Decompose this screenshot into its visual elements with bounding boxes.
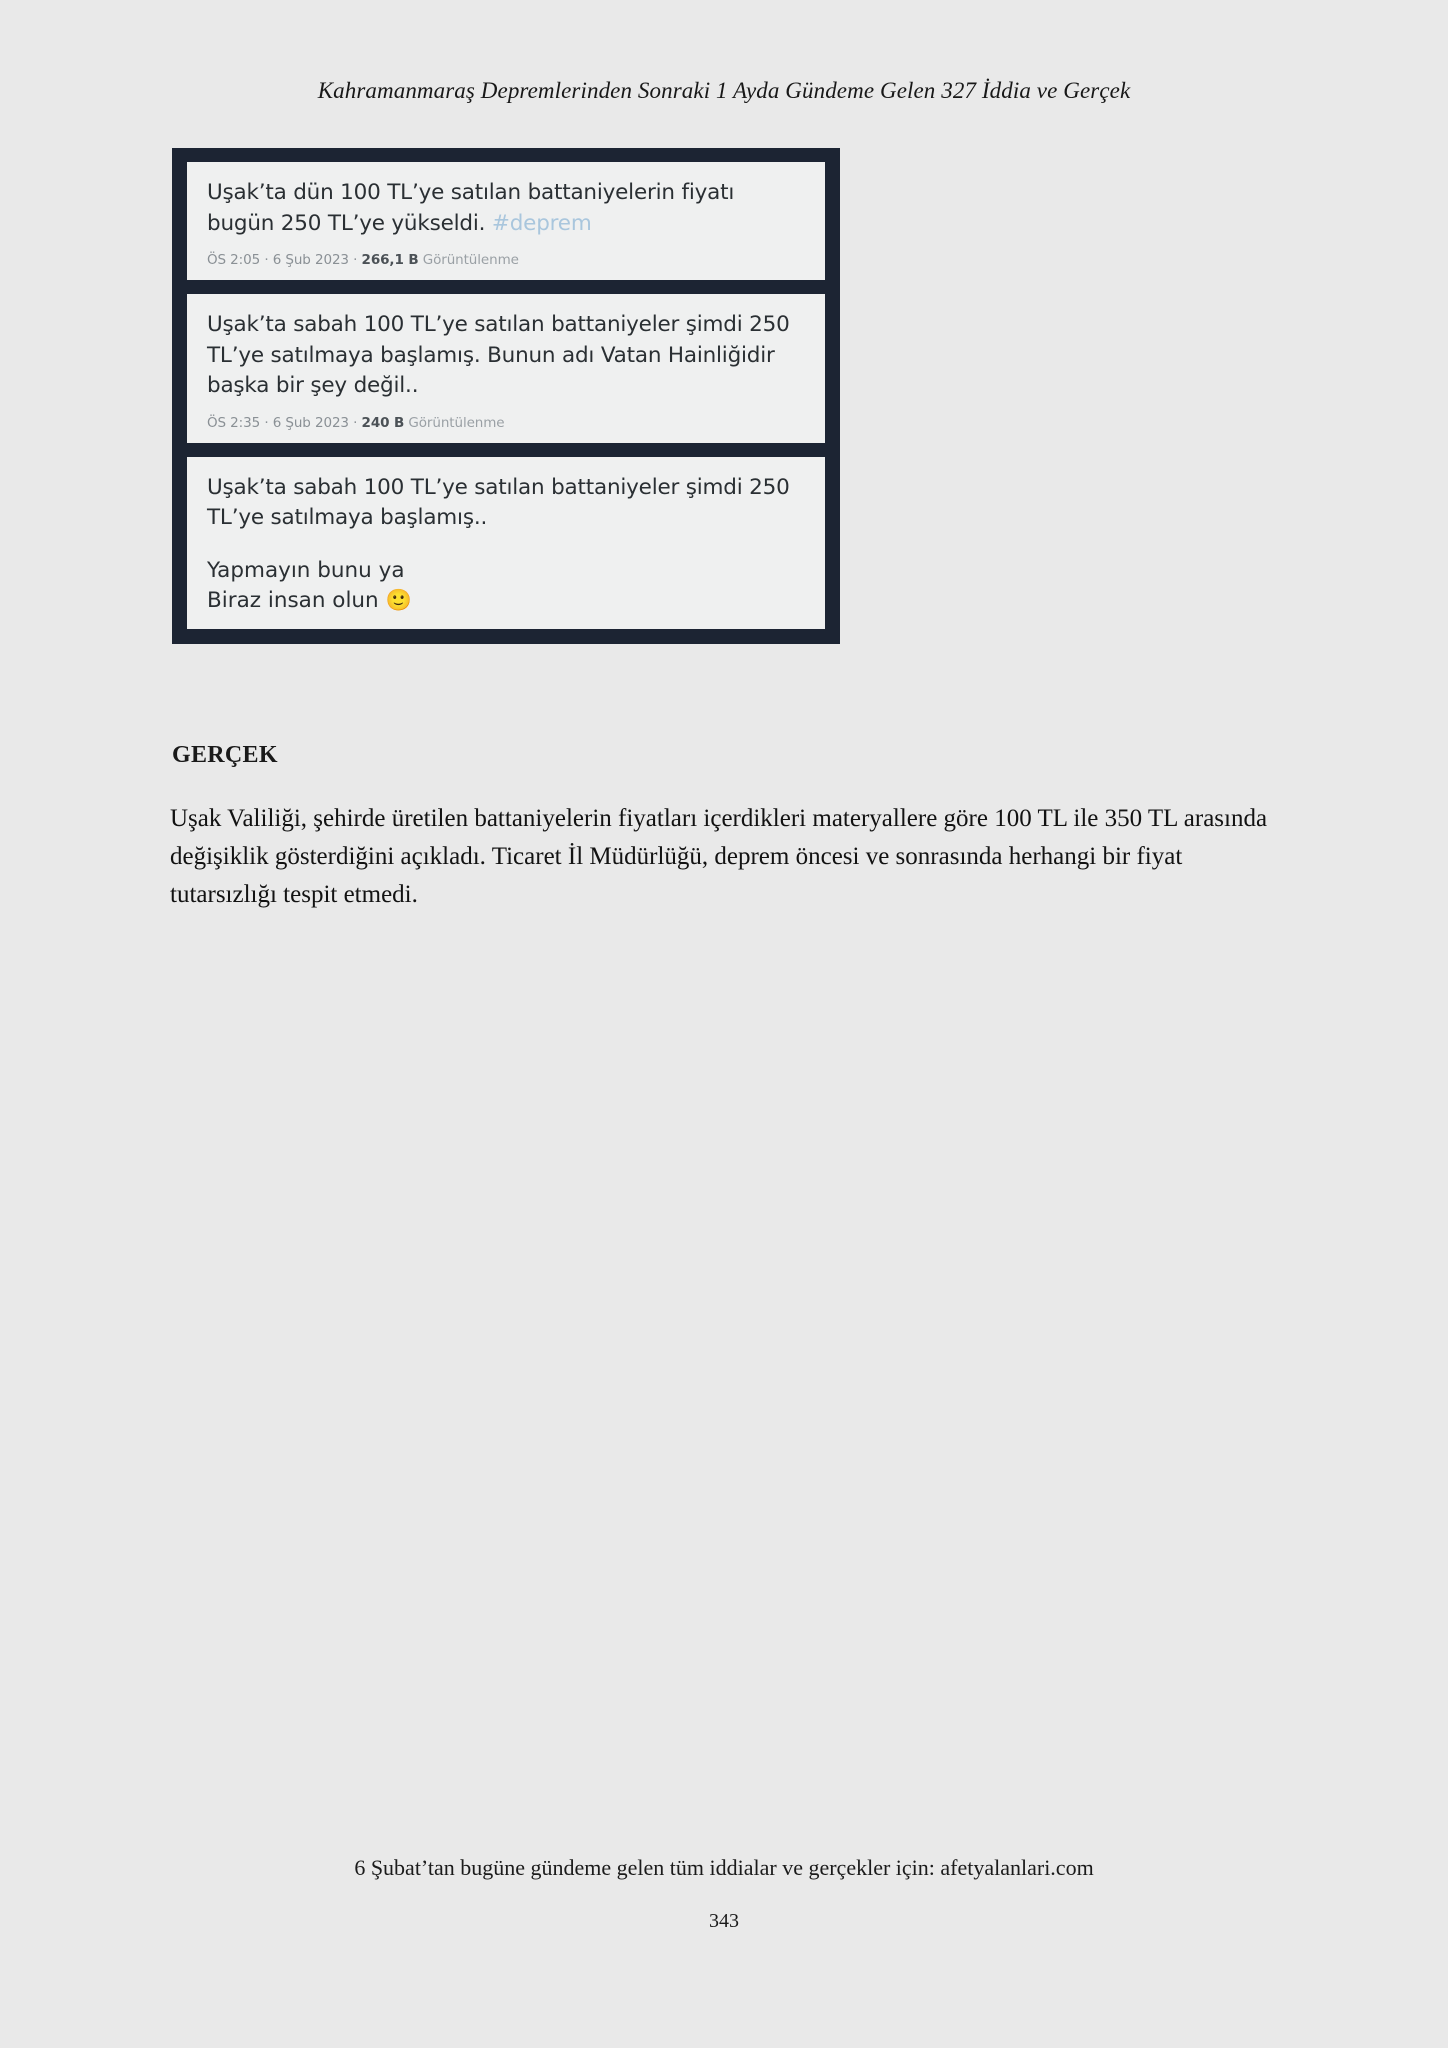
tweet-text-3 [207,473,805,534]
tweet-hashtag-1: #deprem [491,210,592,236]
meta-separator: · [353,252,362,269]
meta-separator: · [264,414,273,431]
tweet-text-3-second-block [207,556,805,617]
tweet-card-3 [187,457,825,629]
tweet-body-3: Uşak’ta sabah 100 TL’ye satılan battaniyeler şimdi 250 TL’ye satılmaya başlamış.. [207,474,790,531]
tweet-date-2: 6 Şub 2023 [272,414,349,431]
footer-note: 6 Şubat’tan bugüne gündeme gelen tüm iddialar ve gerçekler için: afetyalanlari.com [354,1855,1094,1880]
running-head: Kahramanmaraş Depremlerinden Sonraki 1 Ayda Gündeme Gelen 327 İddia ve Gerçek [317,78,1131,103]
section-label-gercek: GERÇEK [172,742,278,768]
tweet-date-1: 6 Şub 2023 [272,252,349,269]
tweet-views-count-2: 240 B [361,414,405,431]
tweet-body-1: Uşak’ta dün 100 TL’ye satılan battaniyelerin fiyatı bugün 250 TL’ye yükseldi. [207,180,735,236]
tweet-card-1 [187,162,825,280]
tweet-text-1 [207,178,805,239]
tweet-views-label-1: Görüntülenme [422,252,519,269]
smiling-face-emoji-icon: 🙂 [385,588,412,613]
page-number: 343 [709,1910,739,1932]
tweet-line-3b-text: Biraz insan olun [207,588,386,614]
tweet-screenshot-collage [172,148,840,644]
tweet-views-label-2: Görüntülenme [408,414,505,431]
tweet-meta-1 [207,252,805,268]
tweet-text-2 [207,310,805,402]
tweet-body-2: Uşak’ta sabah 100 TL’ye satılan battaniyeler şimdi 250 TL’ye satılmaya başlamış. Bunun adı Vatan Hainliğidir başka bir şey değil.. [207,312,790,399]
tweet-time-2: ÖS 2:35 [207,414,261,431]
tweet-views-count-1: 266,1 B [361,252,419,269]
tweet-meta-2 [207,415,805,431]
tweet-line-3b [207,586,805,617]
tweet-line-3a: Yapmayın bunu ya [207,557,405,583]
body-paragraph: Uşak Valiliği, şehirde üretilen battaniyelerin fiyatları içerdikleri materyallere göre 100 TL ile 350 TL arasında değişiklik gösterdiğini açıkladı. Ticaret İl Müdürlüğü, deprem öncesi ve sonrasında herhangi bir fiyat tutarsızlığı tespit etmedi. [170,805,1268,908]
tweet-time-1: ÖS 2:05 [207,252,261,269]
meta-separator: · [264,252,273,269]
tweet-card-2 [187,294,825,443]
meta-separator: · [353,414,362,431]
